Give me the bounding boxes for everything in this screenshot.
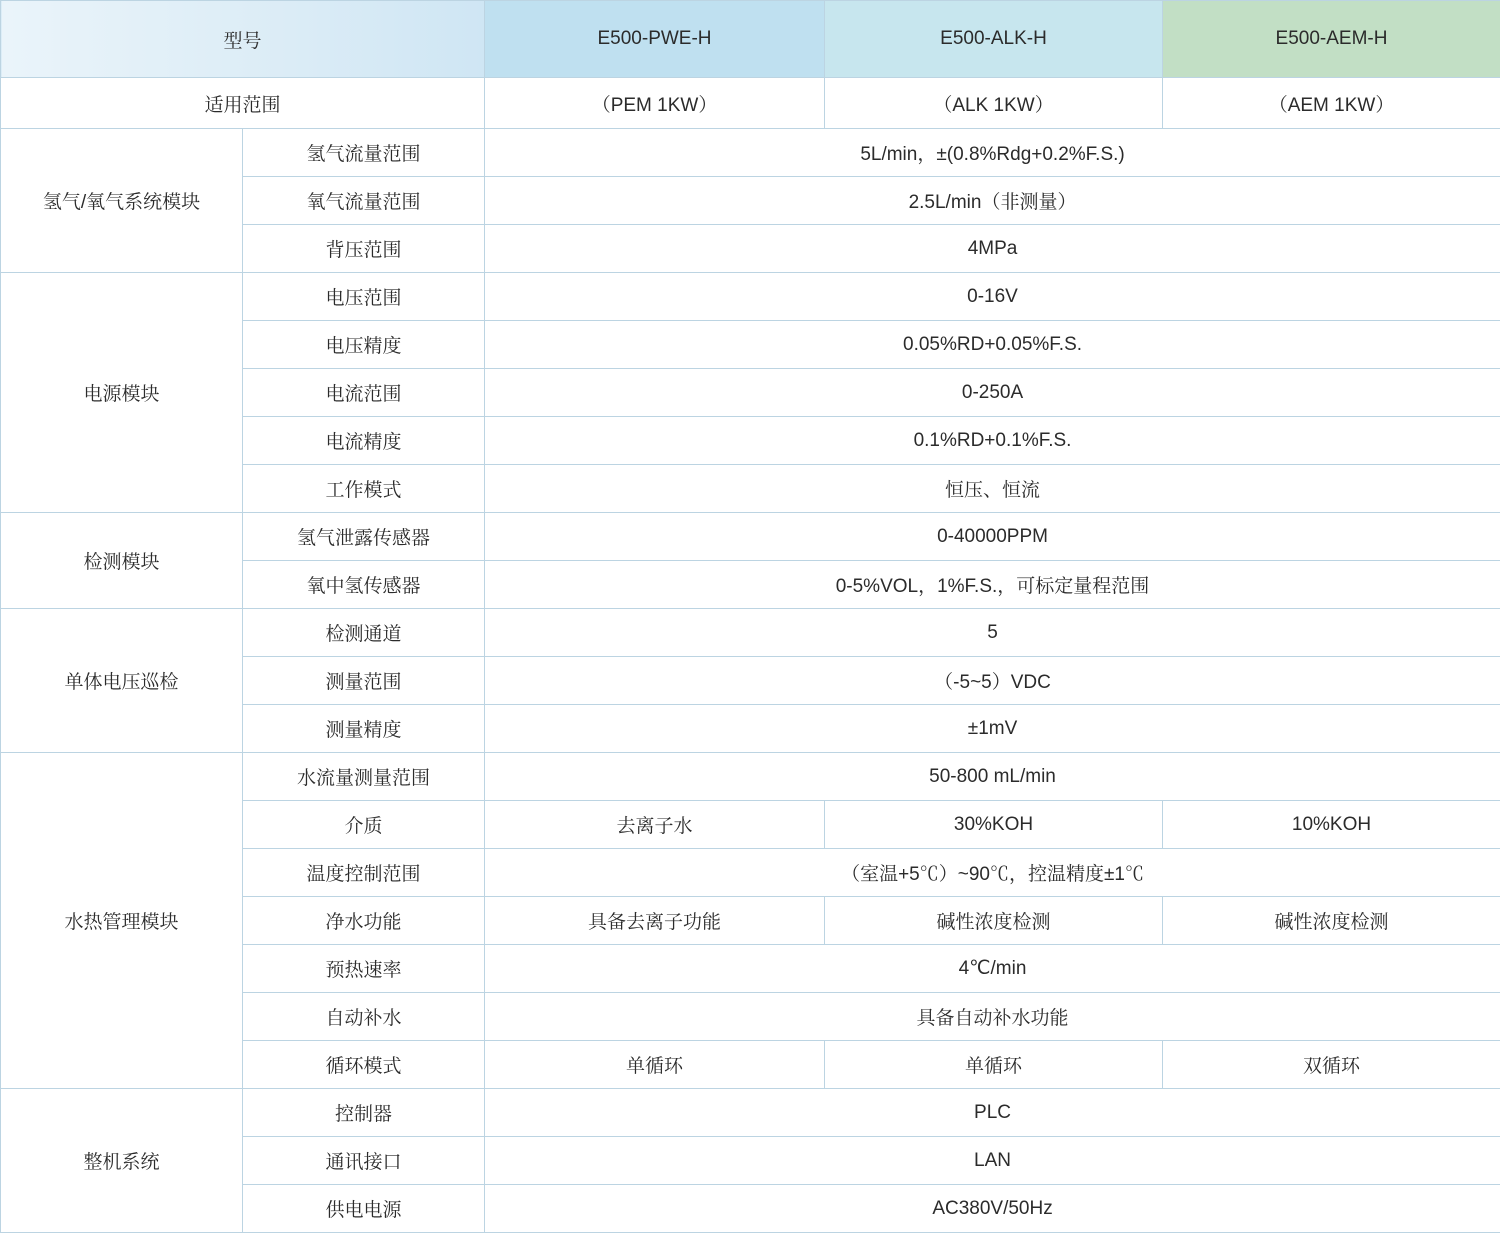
table-row bbox=[1, 1089, 1500, 1137]
row-value: 恒压、恒流 bbox=[485, 465, 1500, 513]
row-label: 工作模式 bbox=[243, 465, 485, 513]
header-column-aem: E500-AEM-H bbox=[1163, 1, 1500, 78]
row-label: 介质 bbox=[243, 801, 485, 849]
row-value: 具备自动补水功能 bbox=[485, 993, 1500, 1041]
row-label: 供电电源 bbox=[243, 1185, 485, 1233]
row-value: 50-800 mL/min bbox=[485, 753, 1500, 801]
row-label: 氧气流量范围 bbox=[243, 177, 485, 225]
row-label: 电流范围 bbox=[243, 369, 485, 417]
row-value: 0.1%RD+0.1%F.S. bbox=[485, 417, 1500, 465]
row-value: ±1mV bbox=[485, 705, 1500, 753]
table-row bbox=[1, 129, 1500, 177]
row-value: AC380V/50Hz bbox=[485, 1185, 1500, 1233]
row-value: （-5~5）VDC bbox=[485, 657, 1500, 705]
row-value: 单循环 bbox=[825, 1041, 1163, 1089]
group-label: 电源模块 bbox=[1, 273, 243, 513]
row-value: 碱性浓度检测 bbox=[1163, 897, 1500, 945]
table-header-row bbox=[1, 1, 1500, 78]
scope-value: （ALK 1KW） bbox=[825, 78, 1163, 129]
row-label: 净水功能 bbox=[243, 897, 485, 945]
row-label: 温度控制范围 bbox=[243, 849, 485, 897]
row-value: 0-40000PPM bbox=[485, 513, 1500, 561]
row-value: 双循环 bbox=[1163, 1041, 1500, 1089]
row-label: 氧中氢传感器 bbox=[243, 561, 485, 609]
row-value: 具备去离子功能 bbox=[485, 897, 825, 945]
scope-value: （AEM 1KW） bbox=[1163, 78, 1500, 129]
row-value: 30%KOH bbox=[825, 801, 1163, 849]
row-label: 自动补水 bbox=[243, 993, 485, 1041]
scope-row bbox=[1, 78, 1500, 129]
row-value: 0-16V bbox=[485, 273, 1500, 321]
table-row bbox=[1, 273, 1500, 321]
row-label: 水流量测量范围 bbox=[243, 753, 485, 801]
group-label: 单体电压巡检 bbox=[1, 609, 243, 753]
row-value: 0.05%RD+0.05%F.S. bbox=[485, 321, 1500, 369]
table-row bbox=[1, 753, 1500, 801]
row-label: 背压范围 bbox=[243, 225, 485, 273]
row-value: 去离子水 bbox=[485, 801, 825, 849]
row-label: 预热速率 bbox=[243, 945, 485, 993]
row-label: 电流精度 bbox=[243, 417, 485, 465]
row-label: 循环模式 bbox=[243, 1041, 485, 1089]
row-label: 测量精度 bbox=[243, 705, 485, 753]
header-column-alk: E500-ALK-H bbox=[825, 1, 1163, 78]
group-label: 氢气/氧气系统模块 bbox=[1, 129, 243, 273]
row-value: LAN bbox=[485, 1137, 1500, 1185]
row-label: 氢气泄露传感器 bbox=[243, 513, 485, 561]
row-label: 控制器 bbox=[243, 1089, 485, 1137]
row-value: 5L/min，±(0.8%Rdg+0.2%F.S.) bbox=[485, 129, 1500, 177]
row-value: PLC bbox=[485, 1089, 1500, 1137]
row-value: 10%KOH bbox=[1163, 801, 1500, 849]
row-label: 通讯接口 bbox=[243, 1137, 485, 1185]
table-row bbox=[1, 513, 1500, 561]
row-label: 检测通道 bbox=[243, 609, 485, 657]
row-value: 4℃/min bbox=[485, 945, 1500, 993]
row-value: 2.5L/min（非测量） bbox=[485, 177, 1500, 225]
row-value: 0-5%VOL，1%F.S.，可标定量程范围 bbox=[485, 561, 1500, 609]
row-label: 测量范围 bbox=[243, 657, 485, 705]
row-label: 氢气流量范围 bbox=[243, 129, 485, 177]
row-label: 电压范围 bbox=[243, 273, 485, 321]
row-label: 电压精度 bbox=[243, 321, 485, 369]
group-label: 检测模块 bbox=[1, 513, 243, 609]
scope-label: 适用范围 bbox=[1, 78, 485, 129]
header-column-pwe: E500-PWE-H bbox=[485, 1, 825, 78]
group-label: 整机系统 bbox=[1, 1089, 243, 1233]
header-model-label: 型号 bbox=[1, 1, 485, 78]
scope-value: （PEM 1KW） bbox=[485, 78, 825, 129]
row-value: （室温+5℃）~90℃，控温精度±1℃ bbox=[485, 849, 1500, 897]
group-label: 水热管理模块 bbox=[1, 753, 243, 1089]
row-value: 单循环 bbox=[485, 1041, 825, 1089]
row-value: 0-250A bbox=[485, 369, 1500, 417]
row-value: 5 bbox=[485, 609, 1500, 657]
row-value: 碱性浓度检测 bbox=[825, 897, 1163, 945]
row-value: 4MPa bbox=[485, 225, 1500, 273]
table-row bbox=[1, 609, 1500, 657]
